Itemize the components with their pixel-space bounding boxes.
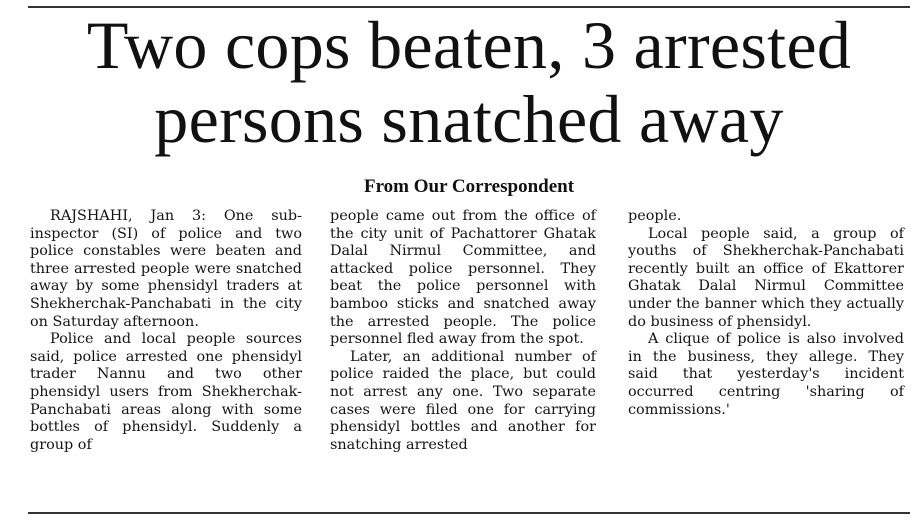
paragraph: Local people said, a group of youths of Shekherchak-Panchabati recently built an office of Ekattorer Ghatak Dalal Nirmul Committee under the banner which they actually do business of phensidyl. (628, 225, 904, 330)
headline (28, 8, 910, 156)
headline-line-2: persons snatched away (154, 81, 784, 157)
paragraph: RAJSHAHI, Jan 3: One sub-inspector (SI) of police and two police constables were beaten and three arrested people were snatched away by some phensidyl traders at Shekherchak-Panchabati in the city on Saturday afternoon. (30, 208, 302, 330)
article-column-2 (330, 208, 596, 454)
paragraph: people. (628, 208, 682, 224)
byline: From Our Correspondent (363, 176, 575, 197)
paragraph: people came out from the office of the city unit of Pachattorer Ghatak Dalal Nirmul Committee, and attacked police personnel. They beat the police personnel with bamboo sticks and snatched away the arrested people. The police personnel fled away from the spot. (330, 208, 596, 348)
paragraph: Police and local people sources said, police arrested one phensidyl trader Nannu and two other phensidyl users from Shekherchak-Panchabati areas along with some bottles of phensidyl. Suddenly a group of (30, 331, 302, 453)
article-column-1 (30, 208, 302, 454)
headline-line-1: Two cops beaten, 3 arrested (86, 7, 852, 83)
article-column-3 (628, 208, 904, 419)
bottom-rule (28, 512, 910, 514)
paragraph: Later, an additional number of police raided the place, but could not arrest any one. Two separate cases were filed one for carrying phensidyl bottles and another for snatching arrested (330, 348, 596, 453)
paragraph: A clique of police is also involved in the business, they allege. They said that yesterday's incident occurred centring 'sharing of commissions.' (628, 331, 904, 418)
